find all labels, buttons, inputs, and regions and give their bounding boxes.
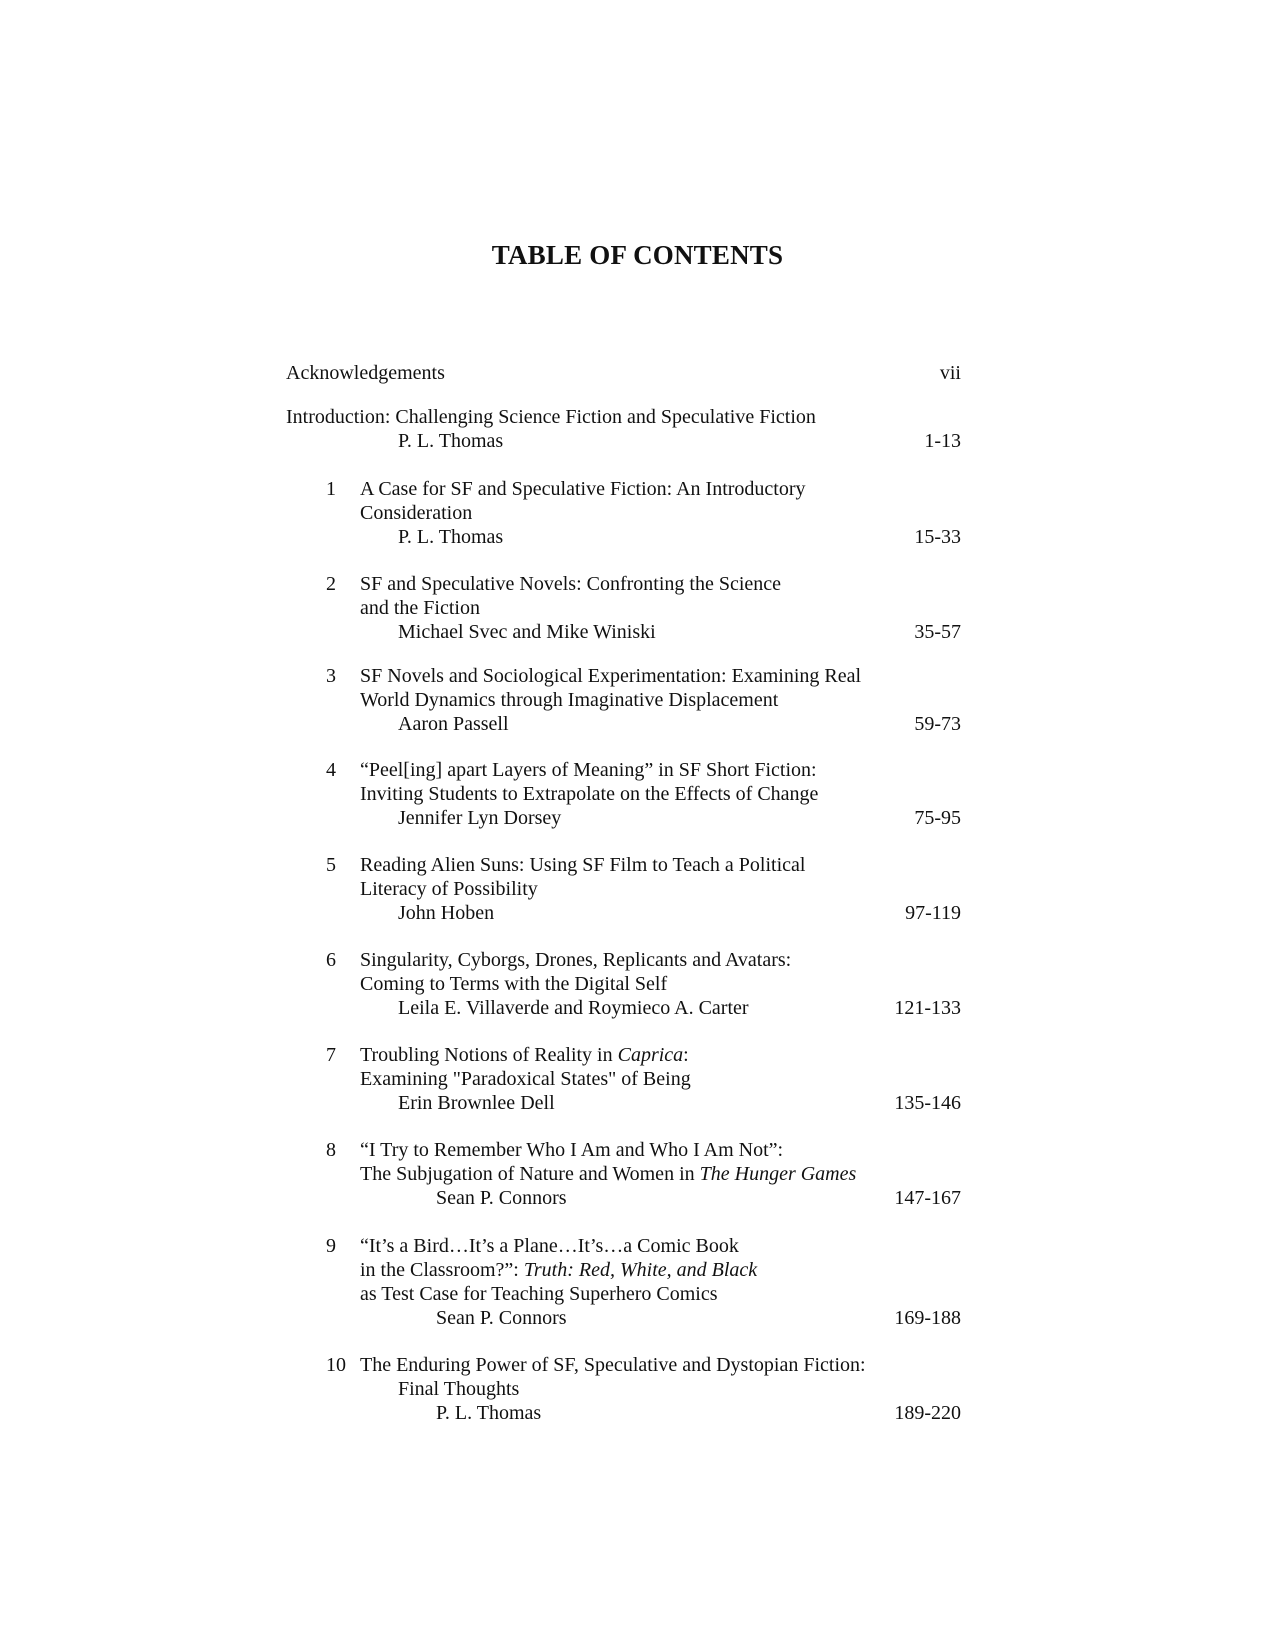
- entry-title-line: Examining "Paradoxical States" of Being: [360, 1068, 691, 1090]
- title-text: in the Classroom?”:: [360, 1259, 524, 1281]
- chapter-number: 5: [326, 854, 336, 876]
- entry-title-line: Final Thoughts: [398, 1378, 520, 1400]
- entry-pages: 147-167: [894, 1187, 961, 1209]
- entry-author: John Hoben: [398, 902, 495, 924]
- entry-pages: 97-119: [905, 902, 961, 924]
- entry-pages: 121-133: [894, 997, 961, 1019]
- entry-title-line: Singularity, Cyborgs, Drones, Replicants and Avatars:: [360, 949, 792, 971]
- entry-pages: 75-95: [914, 807, 961, 829]
- page-title: TABLE OF CONTENTS: [491, 240, 784, 270]
- entry-title-line: Reading Alien Suns: Using SF Film to Teach a Political: [360, 854, 806, 876]
- entry-title-line: [360, 1162, 856, 1186]
- entry-title-line: as Test Case for Teaching Superhero Comics: [360, 1283, 718, 1305]
- entry-author: Aaron Passell: [398, 713, 509, 735]
- entry-pages: 15-33: [914, 526, 961, 548]
- entry-author: Sean P. Connors: [436, 1187, 567, 1209]
- title-italic: Caprica: [617, 1044, 684, 1066]
- entry-title-line: SF and Speculative Novels: Confronting the Science: [360, 573, 782, 595]
- entry-title-line: Inviting Students to Extrapolate on the Effects of Change: [360, 783, 819, 805]
- entry-title-line: “Peel[ing] apart Layers of Meaning” in SF Short Fiction:: [360, 759, 817, 781]
- title-italic: The Hunger Games: [699, 1163, 857, 1185]
- entry-author: Sean P. Connors: [436, 1307, 567, 1329]
- entry-title: Acknowledgements: [286, 362, 445, 384]
- chapter-number: 4: [326, 759, 336, 781]
- entry-author: P. L. Thomas: [436, 1402, 542, 1424]
- entry-title-line: SF Novels and Sociological Experimentation: Examining Real: [360, 665, 862, 687]
- title-italic: Truth: Red, White, and Black: [523, 1259, 758, 1281]
- entry-author: Jennifer Lyn Dorsey: [398, 807, 562, 829]
- entry-author: P. L. Thomas: [398, 430, 504, 452]
- entry-pages: 59-73: [914, 713, 961, 735]
- entry-author: Erin Brownlee Dell: [398, 1092, 555, 1114]
- chapter-number: 3: [326, 665, 336, 687]
- entry-pages: 135-146: [894, 1092, 961, 1114]
- entry-pages: 35-57: [914, 621, 961, 643]
- entry-title-line: “It’s a Bird…It’s a Plane…It’s…a Comic Book: [360, 1235, 739, 1257]
- entry-title-line: Literacy of Possibility: [360, 878, 538, 900]
- chapter-number: 2: [326, 573, 336, 595]
- entry-title-line: and the Fiction: [360, 597, 480, 619]
- entry-author: Leila E. Villaverde and Roymieco A. Carter: [398, 997, 749, 1019]
- entry-title-line: [360, 1043, 689, 1067]
- chapter-number: 10: [326, 1354, 346, 1376]
- entry-pages: vii: [939, 362, 961, 384]
- chapter-number: 8: [326, 1139, 336, 1161]
- chapter-number: 9: [326, 1235, 336, 1257]
- entry-pages: 1-13: [924, 430, 961, 452]
- entry-author: Michael Svec and Mike Winiski: [398, 621, 656, 643]
- entry-title-line: Consideration: [360, 502, 473, 524]
- entry-title-line: [360, 1258, 757, 1282]
- entry-author: P. L. Thomas: [398, 526, 504, 548]
- entry-title-line: Coming to Terms with the Digital Self: [360, 973, 668, 995]
- entry-pages: 189-220: [894, 1402, 961, 1424]
- entry-pages: 169-188: [894, 1307, 961, 1329]
- title-text: The Subjugation of Nature and Women in: [360, 1163, 700, 1185]
- chapter-number: 7: [326, 1044, 336, 1066]
- entry-title-line: A Case for SF and Speculative Fiction: An Introductory: [360, 478, 806, 500]
- entry-title-line: “I Try to Remember Who I Am and Who I Am Not”:: [360, 1139, 784, 1161]
- title-text: Troubling Notions of Reality in: [360, 1044, 618, 1066]
- entry-title-line: The Enduring Power of SF, Speculative and Dystopian Fiction:: [360, 1354, 866, 1376]
- entry-title: Introduction: Challenging Science Fiction and Speculative Fiction: [286, 406, 816, 428]
- chapter-number: 1: [326, 478, 336, 500]
- chapter-number: 6: [326, 949, 336, 971]
- entry-title-line: World Dynamics through Imaginative Displacement: [360, 689, 779, 711]
- title-text: :: [683, 1044, 689, 1066]
